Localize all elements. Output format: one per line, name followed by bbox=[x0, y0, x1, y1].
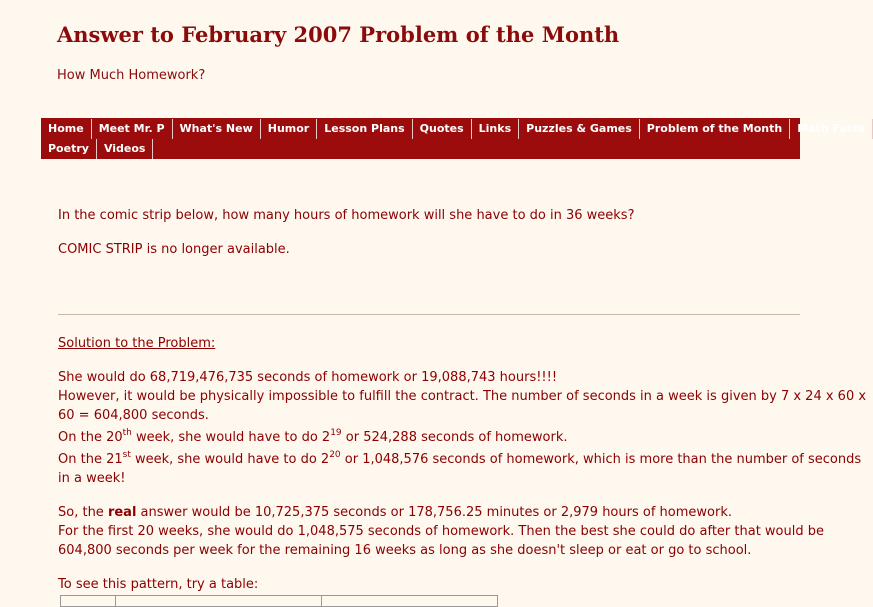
nav-quotes[interactable]: Quotes bbox=[413, 119, 472, 139]
text-span: week, she would have to do 2 bbox=[131, 430, 331, 445]
nav-humor[interactable]: Humor bbox=[261, 119, 317, 139]
nav-bar bbox=[41, 118, 866, 159]
text-span: answer would be 10,725,375 seconds or 178,756.25 minutes or 2,979 hours of homework. bbox=[136, 505, 732, 520]
solution-line-3: 60 = 604,800 seconds. bbox=[58, 408, 209, 423]
solution-heading: Solution to the Problem: bbox=[58, 336, 216, 351]
exponent: 19 bbox=[330, 428, 342, 438]
nav-home[interactable]: Home bbox=[41, 119, 92, 139]
text-span: On the 20 bbox=[58, 430, 123, 445]
solution-line-7 bbox=[58, 503, 732, 523]
nav-links[interactable]: Links bbox=[472, 119, 519, 139]
text-span: or 1,048,576 seconds of homework, which is more than the number of seconds bbox=[340, 452, 862, 467]
solution-line-5 bbox=[58, 450, 861, 470]
page-subtitle: How Much Homework? bbox=[57, 68, 206, 83]
solution-line-2: However, it would be physically impossible to fulfill the contract. The number of seconds in a week is given by 7 x 24 x 60 x bbox=[58, 389, 867, 404]
text-span: So, the bbox=[58, 505, 108, 520]
section-divider bbox=[58, 314, 800, 315]
pattern-table bbox=[60, 595, 498, 607]
solution-line-1: She would do 68,719,476,735 seconds of homework or 19,088,743 hours!!!! bbox=[58, 370, 558, 385]
text-span: On the 21 bbox=[58, 452, 123, 467]
solution-line-8: For the first 20 weeks, she would do 1,048,575 seconds of homework. Then the best she could do after that would be bbox=[58, 524, 824, 539]
table-column-divider bbox=[321, 596, 322, 606]
nav-puzzles-games[interactable]: Puzzles & Games bbox=[519, 119, 640, 139]
page-title: Answer to February 2007 Problem of the Month bbox=[57, 22, 620, 47]
nav-poetry[interactable]: Poetry bbox=[41, 139, 97, 159]
table-column-divider bbox=[115, 596, 116, 606]
problem-question: In the comic strip below, how many hours of homework will she have to do in 36 weeks? bbox=[58, 208, 635, 223]
nav-math-facts[interactable]: Math Facts bbox=[790, 119, 873, 139]
nav-lesson-plans[interactable]: Lesson Plans bbox=[317, 119, 412, 139]
nav-whats-new[interactable]: What's New bbox=[173, 119, 261, 139]
bold-text: real bbox=[107, 505, 137, 520]
nav-videos[interactable]: Videos bbox=[97, 139, 154, 159]
nav-row-2 bbox=[41, 139, 153, 159]
superscript: st bbox=[122, 450, 131, 460]
text-span: week, she would have to do 2 bbox=[130, 452, 330, 467]
text-span: or 524,288 seconds of homework. bbox=[341, 430, 568, 445]
exponent: 20 bbox=[329, 450, 341, 460]
table-intro: To see this pattern, try a table: bbox=[58, 577, 259, 592]
nav-row-1 bbox=[41, 119, 873, 139]
solution-line-6: in a week! bbox=[58, 471, 126, 486]
solution-line-4 bbox=[58, 428, 568, 448]
solution-line-9: 604,800 seconds per week for the remaining 16 weeks as long as she doesn't sleep or eat or go to school. bbox=[58, 543, 752, 558]
comic-note: COMIC STRIP is no longer available. bbox=[58, 242, 290, 257]
nav-problem-of-the-month[interactable]: Problem of the Month bbox=[640, 119, 790, 139]
superscript: th bbox=[122, 428, 132, 438]
nav-meet-mr-p[interactable]: Meet Mr. P bbox=[92, 119, 173, 139]
